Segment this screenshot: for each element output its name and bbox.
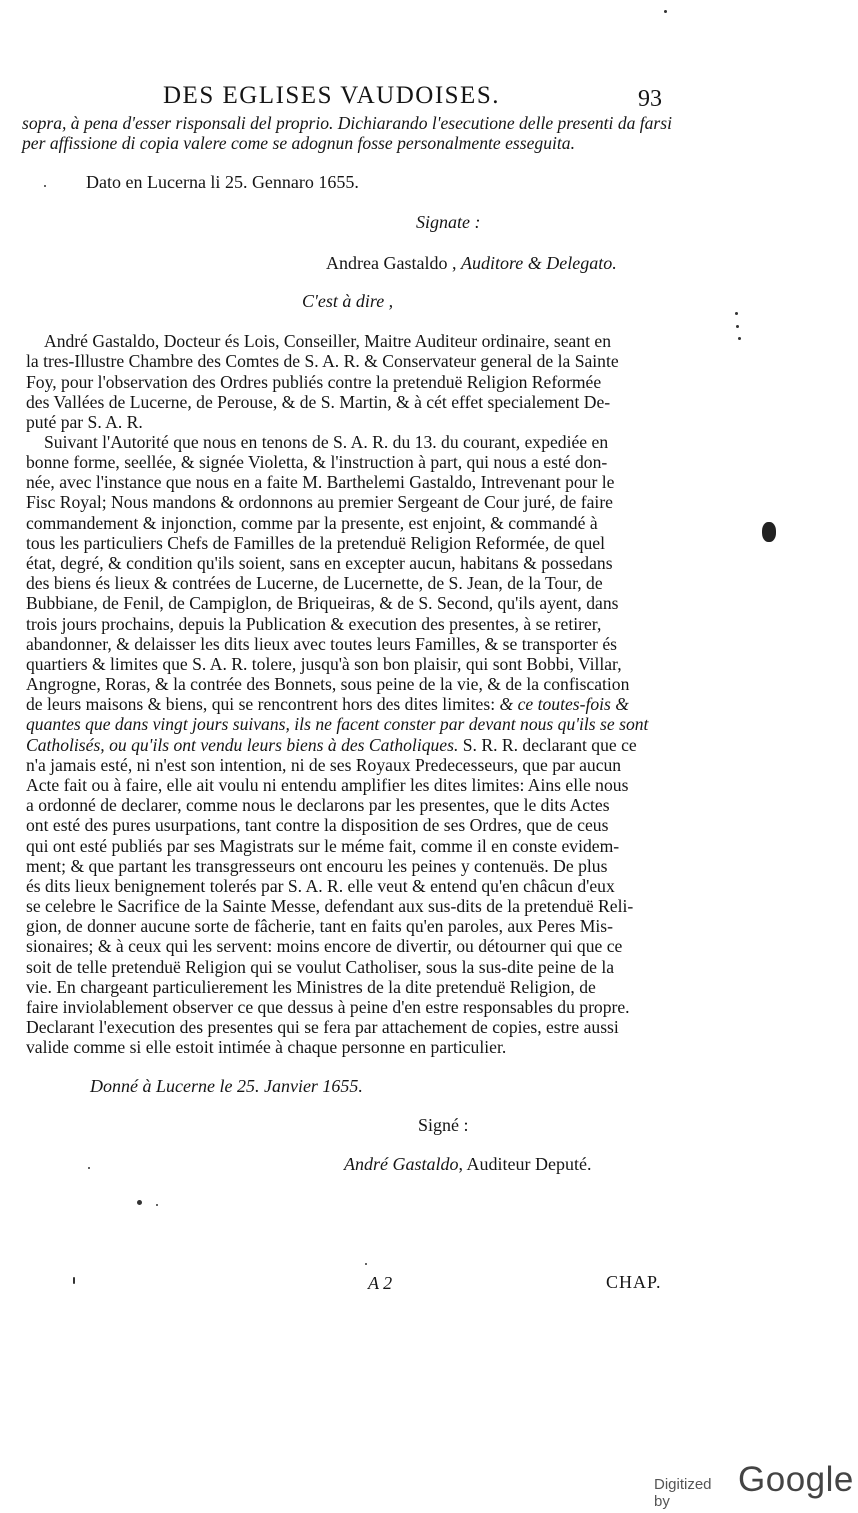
speck-9 — [365, 1263, 367, 1265]
running-title: DES EGLISES VAUDOISES. — [163, 82, 500, 109]
body-line-35: Declarant l'execution des presentes qui se fera par attachement de copies, estre aussi — [26, 1017, 619, 1037]
speck-1 — [664, 10, 667, 13]
body-line-14: Bubbiane, de Fenil, de Campiglon, de Briqueiras, & de S. Second, qu'ils ayent, dans — [26, 593, 619, 613]
body-line-10: commandement & injonction, comme par la presente, est enjoint, & commandé à — [26, 513, 598, 533]
cest-a-dire: C'est à dire , — [302, 291, 394, 311]
speck-5 — [738, 337, 741, 340]
body-line-4: des Vallées de Lucerne, de Perouse, & de S. Martin, & à cét effet specialement De- — [26, 392, 611, 412]
speck-7 — [137, 1200, 142, 1205]
limites-text: de leurs maisons & biens, qui se rencontrent hors des dites limites: — [26, 694, 496, 714]
body-line-17: quartiers & limites que S. A. R. tolere, jusqu'à son bon plaisir, qui sont Bobbi, Villar, — [26, 654, 622, 674]
body-line-18: Angrogne, Roras, & la contrée des Bonnets, sous peine de la vie, & de la confiscation — [26, 674, 630, 694]
andrea-title: Auditore & Delegato. — [460, 253, 617, 273]
page-number: 93 — [638, 86, 662, 112]
body-line-7: bonne forme, seellée, & signée Violetta, & l'instruction à part, qui nous a esté don- — [26, 452, 608, 472]
body-line-30: gion, de donner aucune sorte de fâcherie, tant en faits qu'en paroles, aux Peres Mis- — [26, 916, 613, 936]
signe-label: Signé : — [418, 1115, 469, 1135]
body-line-20: quantes que dans vingt jours suivans, ils ne facent conster par devant nous qu'ils se sont — [26, 714, 649, 734]
body-line-26: qui ont esté publiés par ses Magistrats sur le méme fait, comme il en conste evidem- — [26, 836, 620, 856]
speck-2 — [44, 185, 46, 187]
body-line-9: Fisc Royal; Nous mandons & ordonnons au premier Sergeant de Cour juré, de faire — [26, 492, 613, 512]
body-line-28: és dits lieux benignement tolerés par S. A. R. elle veut & entend qu'en châcun d'eux — [26, 876, 615, 896]
body-line-15: trois jours prochains, depuis la Publication & execution des presentes, à se retirer, — [26, 614, 602, 634]
body-line-25: ont esté des pures usurpations, tant contre la disposition de ses Ordres, que de ceus — [26, 815, 609, 835]
body-line-24: a ordonné de declarer, comme nous le declarons par les presentes, que le dits Actes — [26, 795, 610, 815]
body-line-16: abandonner, & delaisser les dits lieux avec toutes leurs Familles, & se transporter és — [26, 634, 617, 654]
signate-label: Signate : — [416, 212, 481, 232]
body-line-27: ment; & que partant les transgresseurs ont encouru les peines y contenuës. De plus — [26, 856, 608, 876]
body-line-33: vie. En chargeant particulierement les Ministres de la dite pretenduë Religion, de — [26, 977, 596, 997]
body-line-13: des biens és lieux & contrées de Lucerne, de Lucernette, de S. Jean, de la Tour, de — [26, 573, 603, 593]
catchword: CHAP. — [606, 1272, 662, 1292]
catholises-italic: Catholisés, ou qu'ils ont vendu leurs biens à des Catholiques. — [26, 735, 459, 755]
body-line-2: la tres-Illustre Chambre des Comtes de S. A. R. & Conservateur general de la Sainte — [26, 351, 619, 371]
andre-title: , Auditeur Deputé. — [458, 1154, 592, 1174]
ink-blot — [762, 522, 776, 542]
andre-name: André Gastaldo — [344, 1154, 459, 1174]
speck-6 — [88, 1167, 90, 1169]
body-line-23: Acte fait ou à faire, elle ait voulu ni entendu amplifier les dites limites: Ains elle nous — [26, 775, 629, 795]
body-line-6: Suivant l'Autorité que nous en tenons de S. A. R. du 13. du courant, expediée en — [44, 432, 609, 452]
body-line-11: tous les particuliers Chefs de Familles de la pretenduë Religion Reformée, de quel — [26, 533, 605, 553]
google-logo: Google — [738, 1460, 854, 1499]
body-line-3: Foy, pour l'observation des Ordres publiés contre la pretenduë Religion Reformée — [26, 372, 602, 392]
speck-3 — [735, 312, 738, 315]
speck-4 — [736, 325, 739, 328]
body-line-22: n'a jamais esté, ni n'est son intention, ni de ses Royaux Predecesseurs, que par aucun — [26, 755, 622, 775]
body-line-19 — [26, 694, 676, 714]
italian-line-2: per affissione di copia valere come se adognun fosse personalmente esseguita. — [22, 133, 575, 153]
body-line-32: soit de telle pretenduë Religion qui se voulut Catholiser, sous la sus-dite peine de la — [26, 957, 615, 977]
body-line-8: née, avec l'instance que nous en a faite M. Barthelemi Gastaldo, Intrevenant pour le — [26, 472, 615, 492]
italian-line-1: sopra, à pena d'esser risponsali del proprio. Dichiarando l'esecutione delle presenti da farsi — [22, 113, 672, 133]
body-line-5: puté par S. A. R. — [26, 412, 143, 432]
andrea-name: Andrea Gastaldo , — [326, 253, 457, 273]
body-line-1: André Gastaldo, Docteur és Lois, Conseiller, Maitre Auditeur ordinaire, seant en — [44, 331, 612, 351]
srr-text: S. R. R. declarant que ce — [462, 735, 637, 755]
andrea-signature — [326, 253, 617, 274]
body-line-31: sionaires; & à ceux qui les servent: moins encore de divertir, ou détourner qui que ce — [26, 936, 623, 956]
body-line-21 — [26, 735, 676, 755]
andre-signature — [344, 1154, 591, 1175]
limites-italic: & ce toutes-fois & — [499, 694, 629, 714]
donne-line: Donné à Lucerne le 25. Janvier 1655. — [90, 1076, 363, 1096]
body-line-12: état, degré, & condition qu'ils soient, sans en excepter aucun, habitans & possedans — [26, 553, 613, 573]
digitized-by-text: Digitized by — [654, 1476, 712, 1510]
body-line-29: se celebre le Sacrifice de la Sainte Messe, defendant aux sus-dits de la pretenduë Reli- — [26, 896, 634, 916]
speck-10 — [73, 1277, 75, 1284]
speck-8 — [156, 1204, 158, 1206]
body-line-36: valide comme si elle estoit intimée à chaque personne en particulier. — [26, 1037, 507, 1057]
signature-mark: A 2 — [368, 1273, 393, 1293]
dated-line: Dato en Lucerna li 25. Gennaro 1655. — [86, 172, 359, 192]
body-line-34: faire inviolablement observer ce que dessus à peine d'en estre responsables du propre. — [26, 997, 630, 1017]
